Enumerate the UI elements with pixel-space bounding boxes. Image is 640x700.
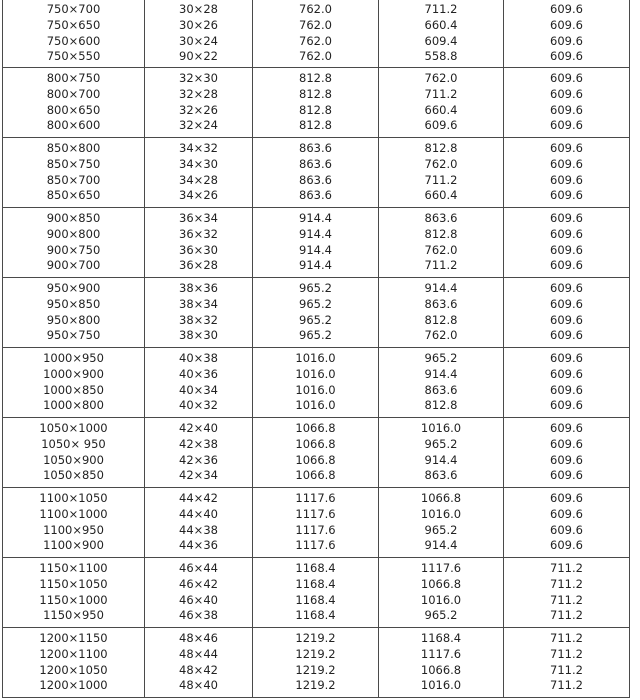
size-cell <box>3 138 145 208</box>
cell-line: 1168.4 <box>295 592 336 607</box>
cell-line: 609.4 <box>424 33 458 48</box>
table-row <box>3 628 630 698</box>
size-cell <box>3 418 145 488</box>
cell-line: 1050×1000 <box>39 420 108 435</box>
cell-line: 609.6 <box>550 226 583 241</box>
cell-line: 1066.8 <box>295 468 336 483</box>
cell-line: 1168.4 <box>295 560 336 575</box>
cell-line: 1100×1050 <box>39 490 108 505</box>
cell-line: 609.6 <box>550 17 583 32</box>
cell-line: 914.4 <box>299 258 332 273</box>
cell-line: 44×38 <box>179 522 218 537</box>
cell-line: 32×28 <box>179 86 218 101</box>
cell-line: 1150×1050 <box>39 576 108 591</box>
size-cell <box>3 488 145 558</box>
cell-line: 914.4 <box>424 538 458 553</box>
cell-line: 812.8 <box>299 118 332 133</box>
cell-line: 609.6 <box>550 140 583 155</box>
cell-line: 34×26 <box>179 188 218 203</box>
cell-line: 1168.4 <box>295 576 336 591</box>
cell-line: 762.0 <box>299 49 332 64</box>
cell-line: 800×750 <box>46 70 101 85</box>
cell-line: 762.0 <box>424 156 458 171</box>
cell-line: 863.6 <box>424 382 458 397</box>
cell-line: 850×650 <box>46 188 101 203</box>
cell-line: 609.6 <box>550 33 583 48</box>
cell-line: 750×700 <box>46 1 101 16</box>
cell-line: 900×700 <box>46 258 101 273</box>
cell-line: 1016.0 <box>295 398 336 413</box>
cell-line: 914.4 <box>299 226 332 241</box>
cell-line: 609.6 <box>550 242 583 257</box>
cell-line: 1016.0 <box>295 350 336 365</box>
value-c-cell <box>504 278 630 348</box>
cell-line: 609.6 <box>550 398 583 413</box>
cell-line: 609.6 <box>550 468 583 483</box>
cell-line: 1066.8 <box>420 662 462 677</box>
value-a-cell <box>253 278 379 348</box>
value-b-cell <box>379 68 504 138</box>
cell-line: 38×30 <box>179 328 218 343</box>
cell-line: 812.8 <box>299 86 332 101</box>
cell-line: 609.6 <box>550 118 583 133</box>
size-table <box>2 0 630 698</box>
cell-line: 609.6 <box>550 436 583 451</box>
cell-line: 711.2 <box>550 678 583 693</box>
value-c-cell <box>504 488 630 558</box>
table-row <box>3 558 630 628</box>
cell-line: 965.2 <box>424 522 458 537</box>
cell-line: 1016.0 <box>420 592 462 607</box>
cell-line: 812.8 <box>424 398 458 413</box>
cell-line: 750×650 <box>46 17 101 32</box>
cell-line: 965.2 <box>299 312 332 327</box>
cell-line: 609.6 <box>550 452 583 467</box>
cell-line: 609.6 <box>550 538 583 553</box>
cell-line: 812.8 <box>299 102 332 117</box>
cell-line: 42×34 <box>179 468 218 483</box>
value-b-cell <box>379 0 504 68</box>
cell-line: 711.2 <box>550 662 583 677</box>
cell-line: 1100×950 <box>43 522 104 537</box>
inch-size-cell <box>145 0 253 68</box>
cell-line: 1066.8 <box>295 452 336 467</box>
size-table-body <box>3 0 630 698</box>
cell-line: 44×40 <box>179 506 218 521</box>
table-row <box>3 208 630 278</box>
value-b-cell <box>379 488 504 558</box>
cell-line: 812.8 <box>424 226 458 241</box>
table-row <box>3 68 630 138</box>
cell-line: 36×28 <box>179 258 218 273</box>
size-cell <box>3 558 145 628</box>
size-cell <box>3 0 145 68</box>
cell-line: 44×36 <box>179 538 218 553</box>
cell-line: 609.6 <box>550 70 583 85</box>
cell-line: 46×44 <box>179 560 218 575</box>
cell-line: 711.2 <box>550 576 583 591</box>
value-c-cell <box>504 418 630 488</box>
cell-line: 965.2 <box>424 608 458 623</box>
cell-line: 711.2 <box>550 608 583 623</box>
cell-line: 863.6 <box>299 156 332 171</box>
cell-line: 30×24 <box>179 33 218 48</box>
cell-line: 609.6 <box>550 366 583 381</box>
table-row <box>3 278 630 348</box>
cell-line: 950×800 <box>46 312 101 327</box>
cell-line: 38×34 <box>179 296 218 311</box>
cell-line: 1016.0 <box>420 678 462 693</box>
cell-line: 914.4 <box>424 280 458 295</box>
cell-line: 609.6 <box>550 102 583 117</box>
cell-line: 1100×1000 <box>39 506 108 521</box>
cell-line: 914.4 <box>424 452 458 467</box>
cell-line: 1000×900 <box>43 366 104 381</box>
cell-line: 711.2 <box>424 1 458 16</box>
cell-line: 609.6 <box>550 172 583 187</box>
table-row <box>3 138 630 208</box>
value-a-cell <box>253 488 379 558</box>
cell-line: 1066.8 <box>420 490 462 505</box>
cell-line: 914.4 <box>299 210 332 225</box>
cell-line: 800×600 <box>46 118 101 133</box>
table-row <box>3 348 630 418</box>
cell-line: 34×32 <box>179 140 218 155</box>
cell-line: 1050× 950 <box>41 436 106 451</box>
cell-line: 558.8 <box>424 49 458 64</box>
value-a-cell <box>253 138 379 208</box>
value-b-cell <box>379 628 504 698</box>
value-c-cell <box>504 558 630 628</box>
cell-line: 1200×1100 <box>39 646 108 661</box>
cell-line: 1200×1150 <box>39 630 108 645</box>
cell-line: 1150×1100 <box>39 560 108 575</box>
cell-line: 1016.0 <box>295 366 336 381</box>
cell-line: 38×36 <box>179 280 218 295</box>
cell-line: 34×28 <box>179 172 218 187</box>
cell-line: 750×550 <box>46 49 101 64</box>
value-a-cell <box>253 558 379 628</box>
value-c-cell <box>504 208 630 278</box>
cell-line: 965.2 <box>424 350 458 365</box>
cell-line: 1066.8 <box>295 436 336 451</box>
cell-line: 609.6 <box>550 382 583 397</box>
cell-line: 1200×1000 <box>39 678 108 693</box>
cell-line: 609.6 <box>550 490 583 505</box>
cell-line: 914.4 <box>424 366 458 381</box>
cell-line: 609.6 <box>550 350 583 365</box>
value-a-cell <box>253 208 379 278</box>
cell-line: 609.6 <box>550 86 583 101</box>
cell-line: 950×850 <box>46 296 101 311</box>
cell-line: 660.4 <box>424 102 458 117</box>
cell-line: 1000×950 <box>43 350 104 365</box>
cell-line: 1200×1050 <box>39 662 108 677</box>
cell-line: 711.2 <box>550 560 583 575</box>
value-c-cell <box>504 68 630 138</box>
cell-line: 38×32 <box>179 312 218 327</box>
cell-line: 1219.2 <box>295 630 336 645</box>
value-a-cell <box>253 68 379 138</box>
cell-line: 762.0 <box>299 17 332 32</box>
cell-line: 1000×850 <box>43 382 104 397</box>
inch-size-cell <box>145 488 253 558</box>
cell-line: 711.2 <box>424 172 458 187</box>
cell-line: 609.6 <box>550 312 583 327</box>
cell-line: 36×30 <box>179 242 218 257</box>
cell-line: 863.6 <box>299 172 332 187</box>
cell-line: 609.6 <box>550 328 583 343</box>
cell-line: 609.6 <box>550 1 583 16</box>
cell-line: 42×36 <box>179 452 218 467</box>
cell-line: 1219.2 <box>295 662 336 677</box>
cell-line: 812.8 <box>424 140 458 155</box>
cell-line: 42×40 <box>179 420 218 435</box>
cell-line: 711.2 <box>550 630 583 645</box>
cell-line: 850×750 <box>46 156 101 171</box>
value-a-cell <box>253 348 379 418</box>
cell-line: 44×42 <box>179 490 218 505</box>
cell-line: 863.6 <box>299 140 332 155</box>
cell-line: 609.6 <box>424 118 458 133</box>
cell-line: 609.6 <box>550 522 583 537</box>
cell-line: 609.6 <box>550 506 583 521</box>
value-c-cell <box>504 348 630 418</box>
cell-line: 609.6 <box>550 49 583 64</box>
cell-line: 36×34 <box>179 210 218 225</box>
value-a-cell <box>253 0 379 68</box>
cell-line: 711.2 <box>550 592 583 607</box>
cell-line: 762.0 <box>424 328 458 343</box>
size-cell <box>3 208 145 278</box>
cell-line: 965.2 <box>299 328 332 343</box>
size-cell <box>3 348 145 418</box>
inch-size-cell <box>145 278 253 348</box>
inch-size-cell <box>145 628 253 698</box>
cell-line: 863.6 <box>424 296 458 311</box>
inch-size-cell <box>145 138 253 208</box>
inch-size-cell <box>145 348 253 418</box>
cell-line: 40×34 <box>179 382 218 397</box>
table-row <box>3 0 630 68</box>
cell-line: 40×36 <box>179 366 218 381</box>
cell-line: 1219.2 <box>295 646 336 661</box>
cell-line: 1066.8 <box>295 420 336 435</box>
cell-line: 32×24 <box>179 118 218 133</box>
value-c-cell <box>504 138 630 208</box>
cell-line: 965.2 <box>299 280 332 295</box>
cell-line: 900×800 <box>46 226 101 241</box>
cell-line: 46×40 <box>179 592 218 607</box>
cell-line: 863.6 <box>299 188 332 203</box>
cell-line: 40×38 <box>179 350 218 365</box>
value-b-cell <box>379 558 504 628</box>
cell-line: 711.2 <box>550 646 583 661</box>
cell-line: 1117.6 <box>295 538 336 553</box>
cell-line: 800×650 <box>46 102 101 117</box>
cell-line: 1150×1000 <box>39 592 108 607</box>
cell-line: 800×700 <box>46 86 101 101</box>
cell-line: 90×22 <box>179 49 218 64</box>
cell-line: 863.6 <box>424 210 458 225</box>
size-cell <box>3 68 145 138</box>
cell-line: 812.8 <box>299 70 332 85</box>
value-c-cell <box>504 628 630 698</box>
table-row <box>3 418 630 488</box>
cell-line: 900×850 <box>46 210 101 225</box>
inch-size-cell <box>145 68 253 138</box>
cell-line: 1016.0 <box>420 506 462 521</box>
inch-size-cell <box>145 418 253 488</box>
cell-line: 40×32 <box>179 398 218 413</box>
table-row <box>3 488 630 558</box>
cell-line: 609.6 <box>550 258 583 273</box>
cell-line: 34×30 <box>179 156 218 171</box>
cell-line: 762.0 <box>424 242 458 257</box>
cell-line: 863.6 <box>424 468 458 483</box>
inch-size-cell <box>145 208 253 278</box>
cell-line: 762.0 <box>424 70 458 85</box>
cell-line: 48×40 <box>179 678 218 693</box>
cell-line: 1066.8 <box>420 576 462 591</box>
cell-line: 1150×950 <box>43 608 104 623</box>
cell-line: 46×42 <box>179 576 218 591</box>
cell-line: 1117.6 <box>295 522 336 537</box>
cell-line: 1117.6 <box>295 490 336 505</box>
value-b-cell <box>379 348 504 418</box>
cell-line: 965.2 <box>299 296 332 311</box>
cell-line: 1117.6 <box>420 646 462 661</box>
cell-line: 1168.4 <box>420 630 462 645</box>
cell-line: 1117.6 <box>295 506 336 521</box>
cell-line: 950×900 <box>46 280 101 295</box>
cell-line: 965.2 <box>424 436 458 451</box>
cell-line: 609.6 <box>550 296 583 311</box>
cell-line: 32×30 <box>179 70 218 85</box>
cell-line: 1000×800 <box>43 398 104 413</box>
cell-line: 812.8 <box>424 312 458 327</box>
value-b-cell <box>379 278 504 348</box>
cell-line: 48×44 <box>179 646 218 661</box>
cell-line: 36×32 <box>179 226 218 241</box>
cell-line: 711.2 <box>424 258 458 273</box>
cell-line: 660.4 <box>424 188 458 203</box>
cell-line: 48×42 <box>179 662 218 677</box>
cell-line: 609.6 <box>550 280 583 295</box>
cell-line: 609.6 <box>550 156 583 171</box>
cell-line: 1016.0 <box>420 420 462 435</box>
cell-line: 609.6 <box>550 420 583 435</box>
cell-line: 1117.6 <box>420 560 462 575</box>
cell-line: 660.4 <box>424 17 458 32</box>
cell-line: 32×26 <box>179 102 218 117</box>
cell-line: 950×750 <box>46 328 101 343</box>
cell-line: 762.0 <box>299 33 332 48</box>
cell-line: 1100×900 <box>43 538 104 553</box>
cell-line: 850×800 <box>46 140 101 155</box>
cell-line: 762.0 <box>299 1 332 16</box>
cell-line: 46×38 <box>179 608 218 623</box>
cell-line: 1168.4 <box>295 608 336 623</box>
size-cell <box>3 628 145 698</box>
value-a-cell <box>253 418 379 488</box>
cell-line: 609.6 <box>550 210 583 225</box>
cell-line: 30×26 <box>179 17 218 32</box>
inch-size-cell <box>145 558 253 628</box>
cell-line: 850×700 <box>46 172 101 187</box>
cell-line: 750×600 <box>46 33 101 48</box>
size-cell <box>3 278 145 348</box>
cell-line: 1050×900 <box>43 452 104 467</box>
value-b-cell <box>379 138 504 208</box>
cell-line: 1219.2 <box>295 678 336 693</box>
cell-line: 1050×850 <box>43 468 104 483</box>
cell-line: 30×28 <box>179 1 218 16</box>
cell-line: 48×46 <box>179 630 218 645</box>
cell-line: 42×38 <box>179 436 218 451</box>
cell-line: 914.4 <box>299 242 332 257</box>
value-a-cell <box>253 628 379 698</box>
cell-line: 1016.0 <box>295 382 336 397</box>
value-b-cell <box>379 208 504 278</box>
cell-line: 900×750 <box>46 242 101 257</box>
value-c-cell <box>504 0 630 68</box>
value-b-cell <box>379 418 504 488</box>
cell-line: 711.2 <box>424 86 458 101</box>
cell-line: 609.6 <box>550 188 583 203</box>
